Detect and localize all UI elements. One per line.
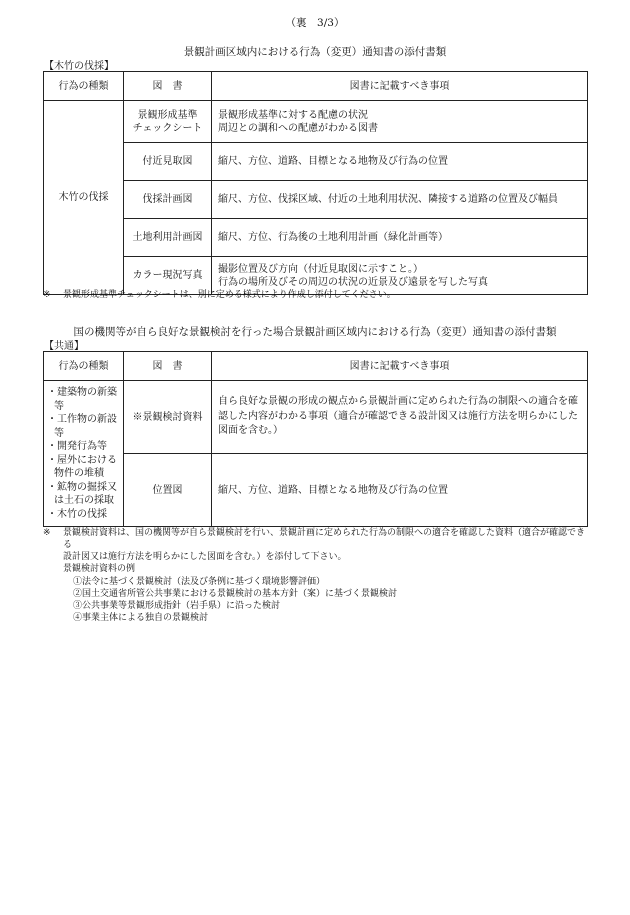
examples-title: 景観検討資料の例 (63, 564, 136, 575)
table-row (44, 454, 588, 527)
item-cell (212, 181, 588, 219)
section2-title: 国の機関等が自ら良好な景観検討を行った場合景観計画区域内における行為（変更）通知書の添付書類 (73, 326, 557, 338)
list-item: ①法令に基づく景観検討（法及び条例に基づく環境影響評価） (73, 576, 326, 587)
doc-cell (124, 219, 212, 257)
item-cell: 自ら良好な景観の形成の観点から景観計画に定められた行為の制限への適合を確認した内容がわかる事項（適合が確認できる設計図又は施行方法を明らかにした図面を含む。） (212, 381, 588, 454)
item-line: 縮尺、方位、行為後の土地利用計画（緑化計画等） (218, 232, 448, 243)
doc-cell: 位置図 (124, 454, 212, 527)
type-cell: 木竹の伐採 (44, 101, 124, 295)
list-item: ・工作物の新設等 (47, 414, 117, 439)
list-item: ②国土交通省所管公共事業における景観検討の基本方針（案）に基づく景観検討 (73, 588, 398, 599)
item-cell: 縮尺、方位、道路、目標となる地物及び行為の位置 (212, 454, 588, 527)
section1-label: 【木竹の伐採】 (44, 61, 114, 72)
table-row (44, 219, 588, 257)
item-line: 行為の場所及びその周辺の状況の近景及び遠景を写した写真 (218, 276, 488, 288)
section2-table (43, 351, 588, 527)
item-line: 縮尺、方位、道路、目標となる地物及び行為の位置 (218, 156, 448, 167)
list-item: ・木竹の伐採 (47, 508, 107, 520)
section1-title: 景観計画区域内における行為（変更）通知書の添付書類 (183, 46, 447, 58)
doc-line: 土地利用計画図 (132, 232, 203, 243)
list-item: ・屋外における物件の堆積 (47, 454, 117, 479)
doc-cell (124, 181, 212, 219)
list-item: ・建築物の新築等 (47, 387, 117, 412)
item-cell (212, 219, 588, 257)
list-item: ④事業主体による独自の景観検討 (73, 612, 209, 623)
type-cell (44, 381, 124, 527)
doc-line: 景観形成基準 (137, 109, 198, 121)
section2-note (43, 527, 593, 624)
item-cell (212, 143, 588, 181)
list-item: ③公共事業等景観形成指針（岩手県）に沿った検討 (73, 600, 281, 611)
note-text: 景観形成基準チェックシートは、別に定める様式により作成し添付してください。 (63, 290, 396, 300)
section2-header-row (44, 352, 588, 381)
table-row (44, 101, 588, 143)
section1-note (43, 289, 593, 301)
doc-line: 付近見取図 (142, 156, 193, 167)
doc-line: カラー現況写真 (132, 270, 203, 281)
note-mark: ※ (43, 528, 51, 538)
section2-label: 【共通】 (44, 341, 84, 352)
header-items: 図書に記載すべき事項 (212, 72, 588, 101)
header-items: 図書に記載すべき事項 (212, 352, 588, 381)
doc-cell (124, 143, 212, 181)
item-line: 景観形成基準に対する配慮の状況 (218, 109, 368, 121)
table-row (44, 143, 588, 181)
item-line: 撮影位置及び方向（付近見取図に示すこと。） (218, 263, 423, 275)
header-type: 行為の種類 (44, 352, 124, 381)
item-line: 周辺との調和への配慮がわかる図書 (218, 122, 378, 134)
item-line: 縮尺、方位、伐採区域、付近の土地利用状況、隣接する道路の位置及び幅員 (218, 194, 558, 205)
note-text: 景観検討資料は、国の機関等が自ら景観検討を行い、景観計画に定められた行為の制限への適合を確認した資料（適合が確認できる (63, 528, 586, 551)
page-number: （裏 3/3） (285, 17, 345, 29)
note-text-cont: 設計図又は施行方法を明らかにした図面を含む。）を添付して下さい。 (63, 552, 347, 563)
note-mark: ※ (43, 290, 51, 300)
header-docs: 図 書 (124, 352, 212, 381)
doc-line: チェックシート (132, 122, 203, 134)
type-list (47, 386, 120, 521)
item-cell (212, 101, 588, 143)
list-item: ・鉱物の掘採又は土石の採取 (47, 481, 117, 506)
header-type: 行為の種類 (44, 72, 124, 101)
section1-table (43, 71, 588, 295)
doc-line: 伐採計画図 (142, 194, 193, 205)
section1-header-row (44, 72, 588, 101)
table-row (44, 181, 588, 219)
doc-cell (124, 101, 212, 143)
list-item: ・開発行為等 (47, 441, 107, 452)
header-docs: 図 書 (124, 72, 212, 101)
table-row (44, 381, 588, 454)
doc-cell: ※景観検討資料 (124, 381, 212, 454)
